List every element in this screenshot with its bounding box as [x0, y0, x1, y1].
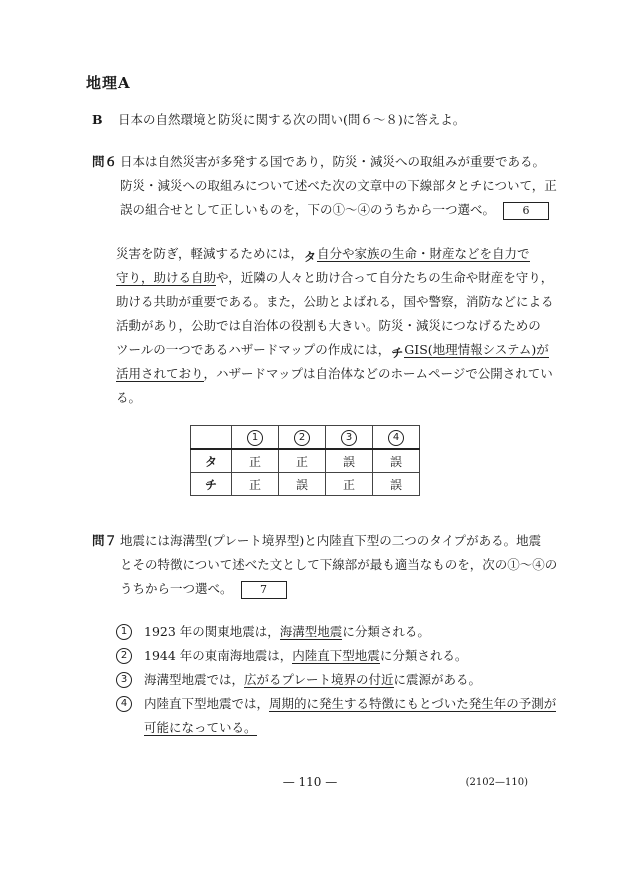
question-number: 問６: [92, 154, 118, 169]
option-text: 1944 年の東南海地震は，: [144, 648, 293, 663]
passage-line: [116, 362, 553, 386]
question-line: 地震には海溝型(プレート境界型)と内陸直下型の二つのタイプがある。地震: [120, 533, 542, 548]
passage-line: る。: [116, 390, 142, 405]
option-text: に震源がある。: [393, 672, 482, 687]
option-underlined-text: 海溝型地震: [279, 624, 343, 639]
page-number: — 110 —: [282, 775, 338, 789]
table-cell: 誤: [279, 473, 326, 496]
table-cell: 正: [232, 473, 279, 496]
option-text: 海溝型地震では，: [144, 672, 245, 687]
underlined-text-chi: GIS(地理情報システム)が: [404, 342, 549, 357]
passage-line: [116, 242, 532, 266]
table-header-cell: [279, 426, 326, 450]
option-text: に分類される。: [342, 624, 430, 639]
table-row: [191, 473, 420, 496]
passage-text: ，ハザードマップは自治体などのホームページで公開されてい: [203, 366, 553, 381]
answer-options: [116, 620, 557, 740]
table-cell: 正: [326, 473, 373, 496]
option-text: 内陸直下型地震では，: [144, 696, 270, 711]
option-1: [116, 620, 536, 644]
subject-title: 地理A: [86, 74, 131, 92]
question-line: 日本は自然災害が多発する国であり，防災・減災への取組みが重要である。: [120, 154, 546, 169]
option-number: 1: [116, 624, 132, 640]
table-cell: 誤: [373, 473, 420, 496]
passage-line: 活動があり，公助では自治体の役割も大きい。防災・減災につなげるための: [116, 318, 541, 333]
question-line: [92, 198, 532, 222]
option-number: 3: [116, 672, 132, 688]
option-underlined-text: 周期的に発生する特徴にもとづいた発生年の予測が: [269, 696, 557, 711]
passage-line: [116, 338, 549, 362]
answer-box: 7: [241, 581, 287, 599]
row-label: チ: [191, 473, 232, 496]
passage-line: [116, 266, 554, 290]
option-number: 4: [116, 696, 132, 712]
option-underlined-text: 広がるプレート境界の付近: [244, 672, 394, 687]
table-cell: 誤: [326, 449, 373, 473]
table-header-cell: [232, 426, 279, 450]
option-number: 2: [116, 648, 132, 664]
circled-number: 2: [294, 430, 310, 446]
option-text: 1923 年の関東地震は，: [144, 624, 280, 639]
underlined-text-ta: 自分や家族の生命・財産などを自力で: [317, 246, 530, 261]
section-b: [92, 110, 465, 128]
passage-line: 助ける共助が重要である。また，公助とよばれる，国や警察，消防などによる: [116, 294, 554, 309]
option-4: [116, 692, 557, 716]
table-row: [191, 449, 420, 473]
table-header-cell: [326, 426, 373, 450]
row-label: タ: [191, 449, 232, 473]
underline-marker-chi: チ: [391, 346, 404, 360]
table-header-row: [191, 426, 420, 450]
question-line: 防災・減災への取組みについて述べた次の文章中の下線部タとチについて，正: [120, 178, 557, 193]
table-cell: 正: [279, 449, 326, 473]
question-7: [92, 529, 558, 601]
table-header-cell: [373, 426, 420, 450]
option-3: [116, 668, 536, 692]
option-underlined-text: 内陸直下型地震: [292, 648, 380, 663]
answer-box: 6: [503, 202, 549, 220]
underline-marker-ta: タ: [304, 250, 317, 264]
passage: [116, 242, 554, 410]
question-number: 問７: [92, 533, 118, 548]
option-underlined-text: 可能になっている。: [144, 720, 257, 735]
circled-number: 1: [247, 430, 263, 446]
table-corner: [191, 426, 232, 450]
table-cell: 正: [232, 449, 279, 473]
question-line-text: うちから一つ選べ。: [120, 581, 233, 596]
option-4-continuation: [116, 716, 536, 740]
table-cell: 誤: [373, 449, 420, 473]
section-text: 日本の自然環境と防災に関する次の問い(問６～８)に答えよ。: [117, 112, 466, 127]
option-text: に分類される。: [379, 648, 468, 663]
question-6: [92, 150, 557, 222]
passage-text: や，近隣の人々と助け合って自分たちの生命や財産を守り，: [216, 270, 554, 285]
page-code: (2102—110): [465, 777, 528, 788]
underlined-text-chi: 活用されており: [116, 366, 204, 381]
question-line-text: 誤の組合せとして正しいものを，下の①～④のうちから一つ選べ。: [120, 202, 496, 217]
option-2: [116, 644, 536, 668]
section-label: B: [92, 112, 103, 127]
passage-text: ツールの一つであるハザードマップの作成には，: [116, 342, 391, 357]
passage-text: 災害を防ぎ，軽減するためには，: [116, 246, 304, 261]
underlined-text-ta: 守り，助ける自助: [116, 270, 217, 285]
circled-number: 4: [388, 430, 404, 446]
answer-table: [190, 425, 420, 496]
question-line: とその特徴について述べた文として下線部が最も適当なものを，次の①～④の: [120, 557, 558, 572]
question-line: [92, 577, 532, 601]
circled-number: 3: [341, 430, 357, 446]
